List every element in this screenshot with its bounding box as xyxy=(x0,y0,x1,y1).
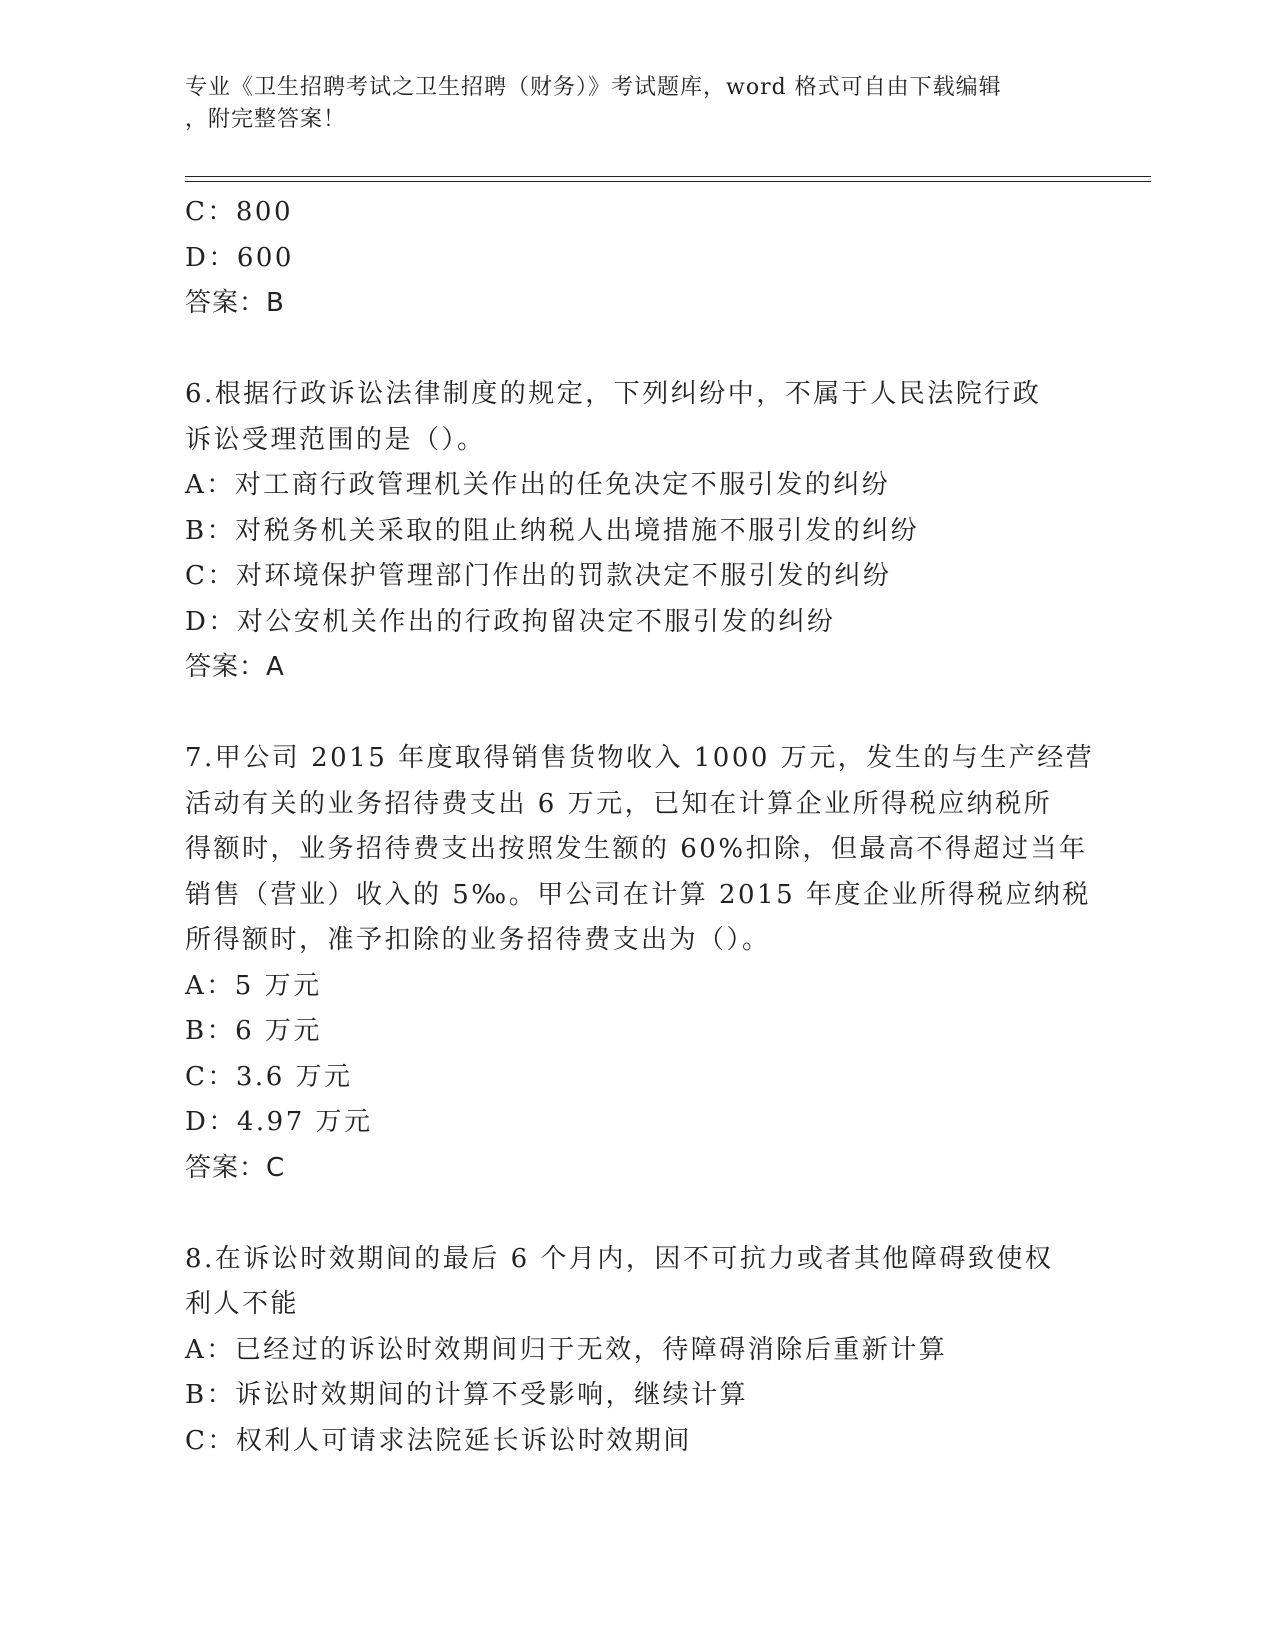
question-stem-line: 6.根据行政诉讼法律制度的规定，下列纠纷中，不属于人民法院行政 xyxy=(185,379,1042,409)
option-line: C：800 xyxy=(185,197,294,227)
answer-line: 答案：A xyxy=(185,652,285,682)
answer-line: 答案：C xyxy=(185,1152,286,1183)
option-line: C：3.6 万元 xyxy=(185,1061,353,1092)
page-header xyxy=(185,72,1065,136)
document-body xyxy=(185,190,1095,1464)
question-stem-line: 活动有关的业务招待费支出 6 万元，已知在计算企业所得税应纳税所 xyxy=(185,788,1053,819)
option-line: C：对环境保护管理部门作出的罚款决定不服引发的纠纷 xyxy=(185,561,892,591)
option-line: B：6 万元 xyxy=(185,1016,322,1046)
question-stem-line: 7.甲公司 2015 年度取得销售货物收入 1000 万元，发生的与生产经营 xyxy=(185,743,1095,773)
option-line: B：诉讼时效期间的计算不受影响，继续计算 xyxy=(185,1380,749,1410)
question-8 xyxy=(185,1237,1085,1465)
option-line: B：对税务机关采取的阻止纳税人出境措施不服引发的纠纷 xyxy=(185,515,920,546)
option-line: D：对公安机关作出的行政拘留决定不服引发的纠纷 xyxy=(185,606,836,637)
question-stem-line: 8.在诉讼时效期间的最后 6 个月内，因不可抗力或者其他障碍致使权 xyxy=(185,1243,1054,1274)
option-line: A：对工商行政管理机关作出的任免决定不服引发的纠纷 xyxy=(185,470,891,500)
question-6 xyxy=(185,372,1085,691)
header-rule-bottom xyxy=(185,181,1151,182)
answer-line: 答案：B xyxy=(185,288,285,318)
question-stem-line: 销售（营业）收入的 5‰。甲公司在计算 2015 年度企业所得税应纳税 xyxy=(185,879,1091,910)
option-line: A：5 万元 xyxy=(185,970,322,1001)
question-stem-line: 利人不能 xyxy=(185,1289,300,1319)
spacer xyxy=(185,691,1085,737)
spacer xyxy=(185,1191,1085,1237)
option-line: C：权利人可请求法院延长诉讼时效期间 xyxy=(185,1425,692,1456)
option-line: D：4.97 万元 xyxy=(185,1107,373,1137)
option-line: A：已经过的诉讼时效期间归于无效，待障碍消除后重新计算 xyxy=(185,1334,948,1365)
question-stem-line: 所得额时，准予扣除的业务招待费支出为（）。 xyxy=(185,925,771,955)
spacer xyxy=(185,327,1085,373)
header-line-1: 专业《卫生招聘考试之卫生招聘（财务）》考试题库，word 格式可自由下载编辑 xyxy=(185,75,1002,100)
question-stem-line: 诉讼受理范围的是（）。 xyxy=(185,424,486,455)
header-line-2: ，附完整答案！ xyxy=(185,107,347,132)
question-stem-line: 得额时，业务招待费支出按照发生额的 60%扣除，但最高不得超过当年 xyxy=(185,834,1088,864)
question-7 xyxy=(185,736,1095,1191)
header-rule-top xyxy=(185,176,1151,177)
option-line: D：600 xyxy=(185,242,294,273)
